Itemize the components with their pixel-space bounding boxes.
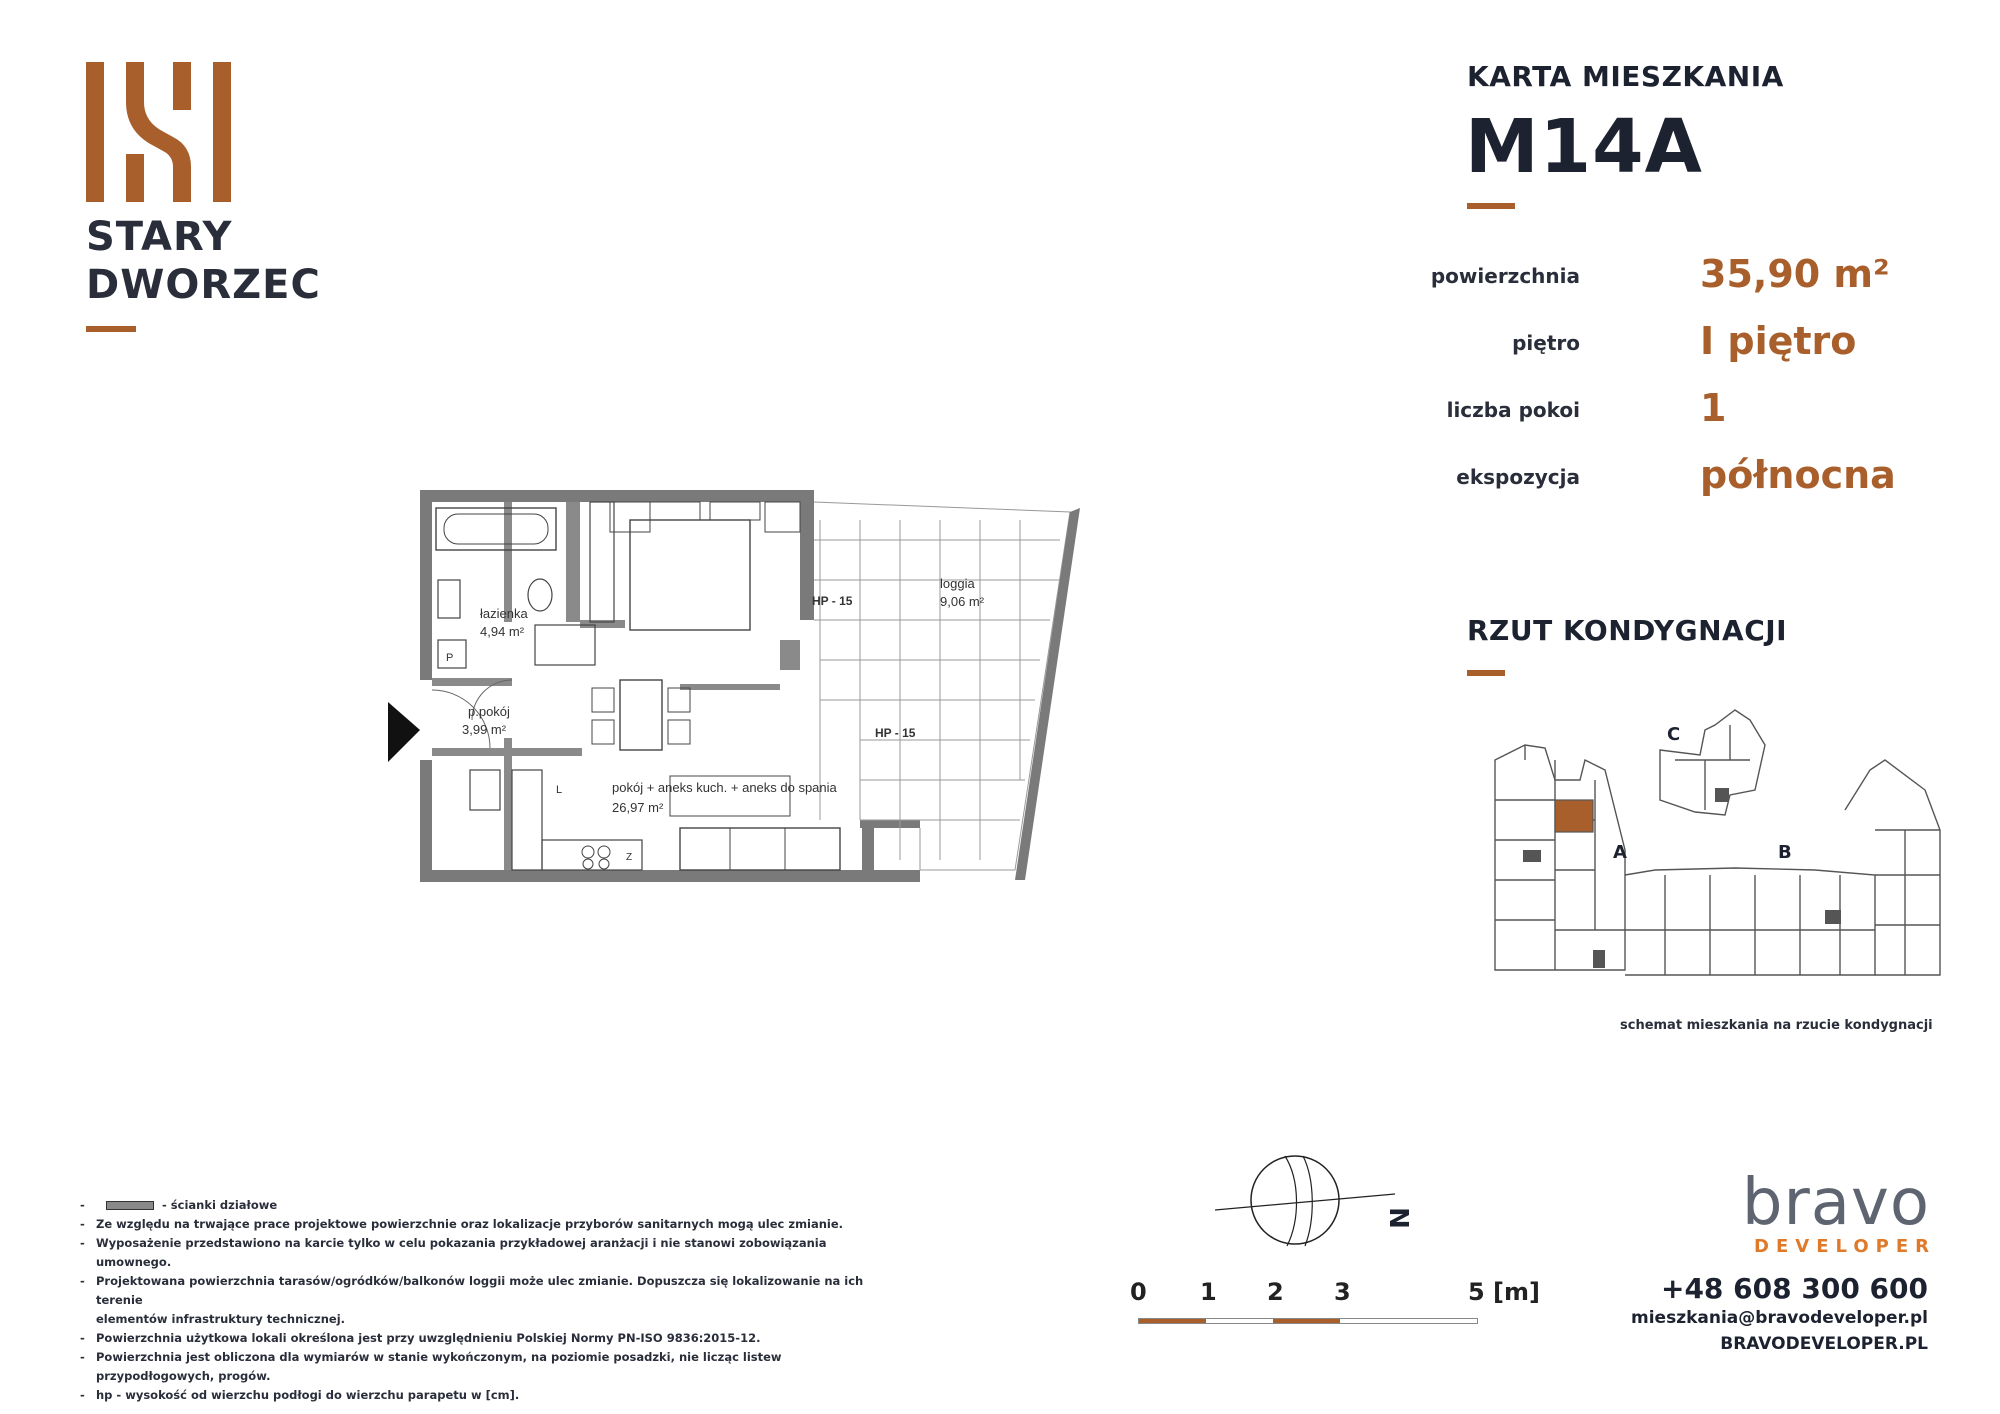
floor-value: I piętro [1700,319,1857,363]
developer-email[interactable]: mieszkania@bravodeveloper.pl [1631,1308,1928,1328]
room-living-name: pokój + aneks kuch. + aneks do spania [612,780,837,795]
exposure-value: północna [1700,453,1896,497]
room-loggia-name: loggia [940,576,975,591]
note-item: - Wyposażenie przedstawiono na karcie tylko w celu pokazania przykładowej aranżacji i nie stanowi zobowiązania umownego. [80,1236,827,1269]
wing-label-b: B [1778,842,1792,863]
property-row-exposure [1450,453,1900,503]
apartment-plan-drawing [380,480,1100,920]
room-bathroom-name: łazienka [480,606,528,621]
note-partition: - - ścianki działowe [80,1198,278,1212]
scale-tick-3: 3 [1334,1278,1351,1306]
room-living-area: 26,97 m² [612,800,664,815]
exposure-label: ekspozycja [1456,465,1580,489]
scale-tick-1: 1 [1200,1278,1217,1306]
room-hall-area: 3,99 m² [462,722,507,737]
stary-dworzec-logo-mark [86,62,231,202]
floor-schematic [1475,700,1945,1010]
notes-list [80,1196,900,1405]
window-sill-height-2: HP - 15 [875,726,916,740]
partition-swatch [106,1201,154,1210]
floor-schematic-caption: schemat mieszkania na rzucie kondygnacji [1620,1018,1933,1033]
floor-schematic-drawing [1475,700,1945,1010]
note-item: - Ze względu na trwające prace projektowe powierzchnie oraz lokalizacje przyborów sanitarnych mogą ulec zmianie. [80,1217,844,1231]
compass [1215,1150,1415,1260]
highlighted-unit [1555,800,1593,832]
developer-website[interactable]: BRAVODEVELOPER.PL [1720,1334,1928,1354]
property-row-area [1430,252,1900,302]
room-hall-name: p.pokój [468,704,510,719]
apartment-plan [380,480,1100,920]
note-item: - Powierzchnia użytkowa lokali określona jest przy uwzględnieniu Polskiej Normy PN-ISO 9836:2015-12. [80,1331,761,1345]
scale-segments [1138,1318,1478,1324]
scale-tick-2: 2 [1267,1278,1284,1306]
entrance-arrow-icon [388,702,420,762]
note-item: - Powierzchnia jest obliczona dla wymiarów w stanie wykończonym, na poziomie posadzki, nie licząc listew przypodłogowych, progów. [80,1350,782,1383]
rooms-value: 1 [1700,386,1727,430]
brand-underline [86,326,136,332]
note-item: - Projektowana powierzchnia tarasów/ogródków/balkonów loggii może ulec zmianie. Dopuszcza się lokalizowanie na ich terenie [80,1274,864,1307]
note-item: - hp - wysokość od wierzchu podłogi do wierzchu parapetu w [cm]. [80,1388,520,1402]
label-p: P [446,652,454,664]
floor-plan-title: RZUT KONDYGNACJI [1467,614,1788,647]
brand-logo [86,62,231,202]
floor-plan-underline [1467,670,1505,676]
property-row-rooms [1446,386,1900,436]
brand-name-line1: STARY [86,214,233,260]
area-value: 35,90 m² [1700,252,1890,296]
wing-label-c: C [1667,724,1681,745]
wing-label-a: A [1613,842,1627,863]
note-item-continued: elementów infrastruktury technicznej. [96,1312,346,1326]
compass-icon [1215,1150,1415,1260]
area-label: powierzchnia [1430,264,1580,288]
label-z: Z [626,852,633,863]
property-row-floor [1450,319,1900,369]
developer-logo-word: bravo [1741,1166,1930,1240]
unit-underline [1467,203,1515,209]
floor-label: piętro [1512,331,1580,355]
room-bathroom-area: 4,94 m² [480,624,525,639]
compass-letter: N [1382,1207,1413,1229]
brand-name-line2: DWORZEC [86,262,321,308]
scale-tick-5: 5 [m] [1468,1278,1540,1306]
card-title: KARTA MIESZKANIA [1467,60,1784,93]
rooms-label: liczba pokoi [1446,398,1580,422]
developer-logo [1690,1166,1936,1260]
scale-tick-0: 0 [1130,1278,1147,1306]
room-loggia-area: 9,06 m² [940,594,985,609]
developer-phone[interactable]: +48 608 300 600 [1660,1272,1928,1305]
unit-code: M14A [1465,104,1703,190]
scale-bar [1130,1278,1550,1338]
developer-logo-sub: DEVELOPER [1754,1236,1936,1257]
window-sill-height-1: HP - 15 [812,594,853,608]
label-l: L [556,784,563,796]
